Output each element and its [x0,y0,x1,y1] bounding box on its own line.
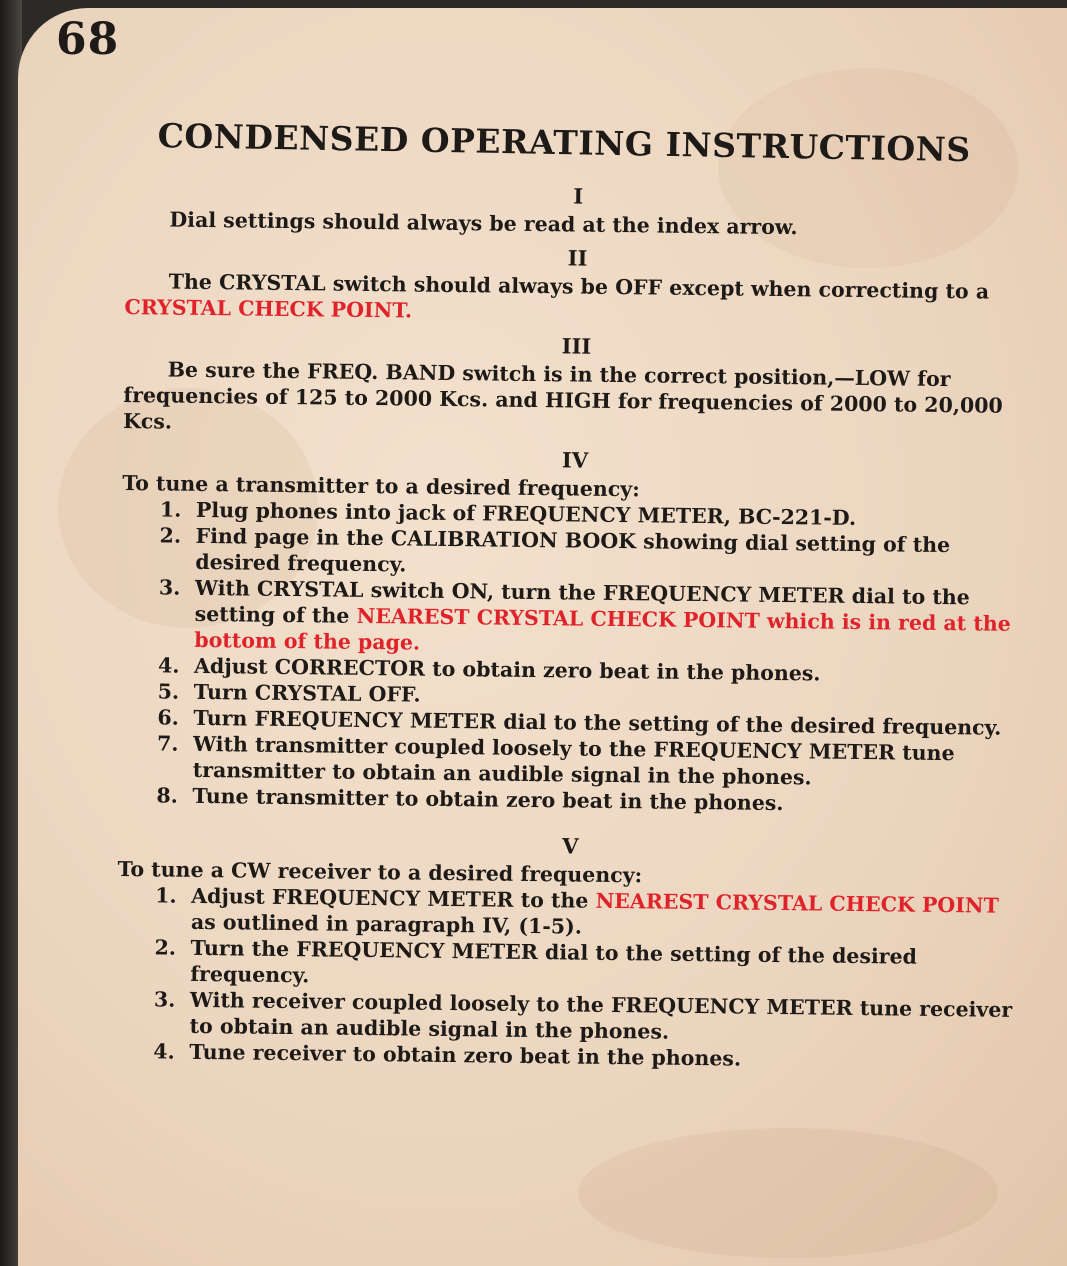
section-paragraph: Dial settings should always be read at the index arrow. [169,207,798,240]
step-list [115,882,1022,1075]
section-number: III [561,333,592,359]
list-item: 4. Adjust CORRECTOR to obtain zero beat in the phones. [157,653,821,686]
list-item: 1. Plug phones into jack of FREQUENCY METER, BC-221-D. [159,497,857,530]
section-number: V [562,833,579,859]
list-item: 2. Find page in the CALIBRATION BOOK showing dial setting of the desired frequency. [159,523,951,577]
list-item: 3. With CRYSTAL switch ON, turn the FREQUENCY METER dial to the setting of the NEAREST CRYSTAL CHECK POINT which is in red at the bottom of the page. [158,575,1011,655]
red-highlight: NEAREST CRYSTAL CHECK POINT [595,888,999,918]
step-list [118,496,1027,819]
section-number: II [567,245,588,271]
section-intro: To tune a transmitter to a desired frequency: [122,470,640,502]
list-item: 2. Turn the FREQUENCY METER dial to the setting of the desired frequency. [154,935,918,988]
list-item: 4. Tune receiver to obtain zero beat in the phones. [153,1039,742,1071]
page-title: CONDENSED OPERATING INSTRUCTIONS [157,116,972,170]
manual-page [18,8,1067,1266]
list-item: 5. Turn CRYSTAL OFF. [157,679,421,707]
list-item: 7. With transmitter coupled loosely to the FREQUENCY METER tune transmitter to obtain an audible signal in the phones. [156,731,955,790]
section-number: IV [561,447,589,473]
red-highlight: CRYSTAL CHECK POINT. [124,294,413,323]
section-intro: To tune a CW receiver to a desired frequency: [117,856,643,888]
section-paragraph: Be sure the FREQ. BAND switch is in the correct position,—LOW for frequencies of 125 to 2000 Kcs. and HIGH for frequencies of 2000 to 20,000 Kcs. [122,357,1003,434]
section-paragraph: The CRYSTAL switch should always be OFF except when correcting to a CRYSTAL CHECK POINT. [124,269,990,323]
list-item: 8. Tune transmitter to obtain zero beat in the phones. [156,783,784,816]
list-item: 1. Adjust FREQUENCY METER to the NEAREST CRYSTAL CHECK POINT as outlined in paragraph IV, (1-5). [155,883,999,939]
list-item: 6. Turn FREQUENCY METER dial to the setting of the desired frequency. [157,705,1002,740]
instructions-body [115,178,1031,1085]
section-number: I [573,183,584,209]
list-item: 3. With receiver coupled loosely to the FREQUENCY METER tune receiver to obtain an audible signal in the phones. [153,987,1013,1044]
page-number: 68 [56,14,120,65]
red-highlight: NEAREST CRYSTAL CHECK POINT which is in red at the bottom of the page. [194,603,1011,655]
